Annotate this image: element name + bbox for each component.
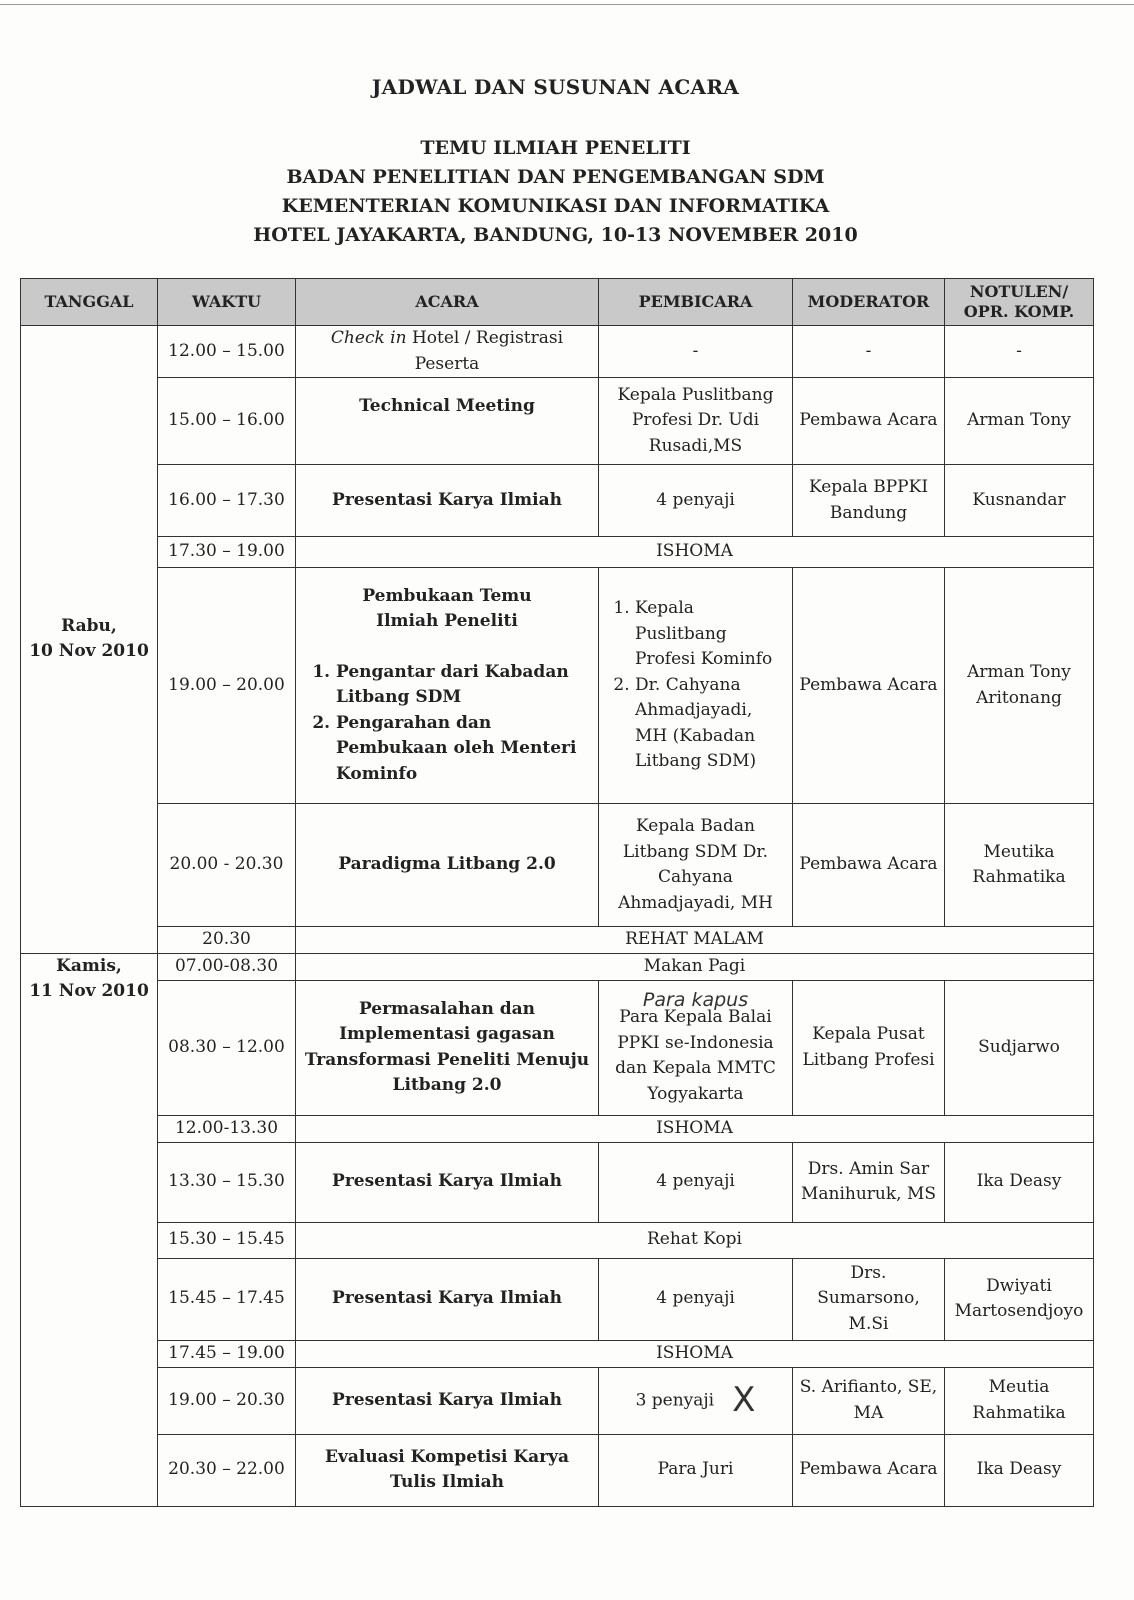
cell-notulen: Meutia Rahmatika — [945, 1367, 1094, 1434]
table-row — [21, 537, 1094, 568]
cell-waktu: 13.30 – 15.30 — [158, 1142, 296, 1222]
cell-pembicara: Kepala Puslitbang Profesi Dr. Udi Rusadi,MS — [599, 378, 793, 465]
cell-waktu: 07.00-08.30 — [158, 953, 296, 980]
acara-item: 1. Pengantar dari Kabadan Litbang SDM — [336, 660, 592, 711]
cell-waktu: 16.00 – 17.30 — [158, 465, 296, 537]
table-row — [21, 953, 1094, 980]
cell-break: REHAT MALAM — [296, 927, 1094, 954]
schedule-table — [20, 278, 1094, 1507]
cell-acara: Presentasi Karya Ilmiah — [296, 465, 599, 537]
table-row — [21, 804, 1094, 927]
cell-waktu: 20.00 - 20.30 — [158, 804, 296, 927]
document-subtitle — [0, 134, 1111, 250]
cell-pembicara: 4 penyaji — [599, 465, 793, 537]
header-pembicara: PEMBICARA — [599, 279, 793, 326]
cell-notulen: Arman Tony Aritonang — [945, 568, 1094, 804]
cell-moderator: Pembawa Acara — [793, 804, 945, 927]
table-row — [21, 568, 1094, 804]
pembicara-item: 2. Dr. Cahyana Ahmadjayadi, MH (Kabadan Litbang SDM) — [635, 673, 786, 775]
handwritten-note: Para kapus — [642, 988, 749, 1011]
cell-notulen: Dwiyati Martosendjoyo — [945, 1258, 1094, 1340]
cell-notulen: - — [945, 326, 1094, 378]
cell-moderator: Drs. Sumarsono, M.Si — [793, 1258, 945, 1340]
cell-waktu: 17.45 – 19.00 — [158, 1340, 296, 1367]
table-row — [21, 1142, 1094, 1222]
subtitle-line: TEMU ILMIAH PENELITI — [420, 137, 691, 159]
cell-moderator: S. Arifianto, SE, MA — [793, 1367, 945, 1434]
cell-waktu: 12.00-13.30 — [158, 1115, 296, 1142]
cell-pembicara: Para kapus Para Kepala Balai PPKI se-Indonesia dan Kepala MMTC Yogyakarta — [599, 980, 793, 1115]
header-acara: ACARA — [296, 279, 599, 326]
cell-moderator: Drs. Amin Sar Manihuruk, MS — [793, 1142, 945, 1222]
cell-waktu: 15.45 – 17.45 — [158, 1258, 296, 1340]
pembicara-item: 1. Kepala Puslitbang Profesi Kominfo — [635, 596, 786, 673]
table-row — [21, 1258, 1094, 1340]
table-row — [21, 1222, 1094, 1258]
table-row — [21, 326, 1094, 378]
cell-waktu: 15.30 – 15.45 — [158, 1222, 296, 1258]
table-row — [21, 1340, 1094, 1367]
table-header — [21, 279, 1094, 326]
cell-pembicara: Para Juri — [599, 1434, 793, 1506]
cell-notulen: Ika Deasy — [945, 1142, 1094, 1222]
subtitle-line: HOTEL JAYAKARTA, BANDUNG, 10-13 NOVEMBER 2010 — [253, 224, 858, 246]
table-row — [21, 1434, 1094, 1506]
cell-waktu: 20.30 – 22.00 — [158, 1434, 296, 1506]
cell-notulen: Arman Tony — [945, 378, 1094, 465]
cell-acara: Permasalahan dan Implementasi gagasan Transformasi Peneliti Menuju Litbang 2.0 — [296, 980, 599, 1115]
table-row — [21, 980, 1094, 1115]
day-kamis: Kamis, 11 Nov 2010 — [21, 953, 158, 1506]
subtitle-line: KEMENTERIAN KOMUNIKASI DAN INFORMATIKA — [281, 195, 830, 217]
header-waktu: WAKTU — [158, 279, 296, 326]
acara-title: Pembukaan Temu Ilmiah Peneliti — [362, 585, 532, 632]
cell-moderator: Pembawa Acara — [793, 568, 945, 804]
header-notulen: NOTULEN/ OPR. KOMP. — [945, 279, 1094, 326]
scan-edge — [0, 4, 1134, 5]
cell-notulen: Ika Deasy — [945, 1434, 1094, 1506]
cell-waktu: 19.00 – 20.30 — [158, 1367, 296, 1434]
cell-acara: Check in Hotel / Registrasi Peserta — [296, 326, 599, 378]
cell-waktu: 08.30 – 12.00 — [158, 980, 296, 1115]
cell-break: ISHOMA — [296, 1115, 1094, 1142]
cell-waktu: 19.00 – 20.00 — [158, 568, 296, 804]
cell-pembicara: Kepala Badan Litbang SDM Dr. Cahyana Ahmadjayadi, MH — [599, 804, 793, 927]
cell-waktu: 15.00 – 16.00 — [158, 378, 296, 465]
cell-pembicara: 4 penyaji — [599, 1142, 793, 1222]
cell-break: Makan Pagi — [296, 953, 1094, 980]
cell-moderator: Kepala Pusat Litbang Profesi — [793, 980, 945, 1115]
table-row — [21, 378, 1094, 465]
day-rabu: Rabu, 10 Nov 2010 — [21, 326, 158, 954]
cell-notulen: Sudjarwo — [945, 980, 1094, 1115]
header-tanggal: TANGGAL — [21, 279, 158, 326]
cell-break: Rehat Kopi — [296, 1222, 1094, 1258]
cell-acara: Evaluasi Kompetisi Karya Tulis Ilmiah — [296, 1434, 599, 1506]
header-moderator: MODERATOR — [793, 279, 945, 326]
cell-moderator: Pembawa Acara — [793, 378, 945, 465]
cell-pembicara: 3 penyaji X — [599, 1367, 793, 1434]
table-row — [21, 1115, 1094, 1142]
handwritten-x-mark: X — [732, 1379, 756, 1420]
table-row — [21, 465, 1094, 537]
cell-waktu: 12.00 – 15.00 — [158, 326, 296, 378]
cell-moderator: Kepala BPPKI Bandung — [793, 465, 945, 537]
cell-acara: Presentasi Karya Ilmiah — [296, 1258, 599, 1340]
document-title: JADWAL DAN SUSUNAN ACARA — [371, 75, 740, 99]
acara-item: 2. Pengarahan dan Pembukaan oleh Menteri Kominfo — [336, 711, 592, 788]
cell-acara: Presentasi Karya Ilmiah — [296, 1367, 599, 1434]
cell-waktu: 20.30 — [158, 927, 296, 954]
cell-acara: Presentasi Karya Ilmiah — [296, 1142, 599, 1222]
cell-pembicara: - — [599, 326, 793, 378]
cell-notulen: Meutika Rahmatika — [945, 804, 1094, 927]
cell-break: ISHOMA — [296, 1340, 1094, 1367]
cell-notulen: Kusnandar — [945, 465, 1094, 537]
cell-acara — [296, 568, 599, 804]
cell-moderator: - — [793, 326, 945, 378]
subtitle-line: BADAN PENELITIAN DAN PENGEMBANGAN SDM — [286, 166, 825, 188]
cell-pembicara — [599, 568, 793, 804]
cell-acara: Technical Meeting — [296, 378, 599, 465]
cell-break: ISHOMA — [296, 537, 1094, 568]
table-row — [21, 1367, 1094, 1434]
cell-pembicara: 4 penyaji — [599, 1258, 793, 1340]
table-row — [21, 927, 1094, 954]
cell-moderator: Pembawa Acara — [793, 1434, 945, 1506]
cell-acara: Paradigma Litbang 2.0 — [296, 804, 599, 927]
cell-waktu: 17.30 – 19.00 — [158, 537, 296, 568]
